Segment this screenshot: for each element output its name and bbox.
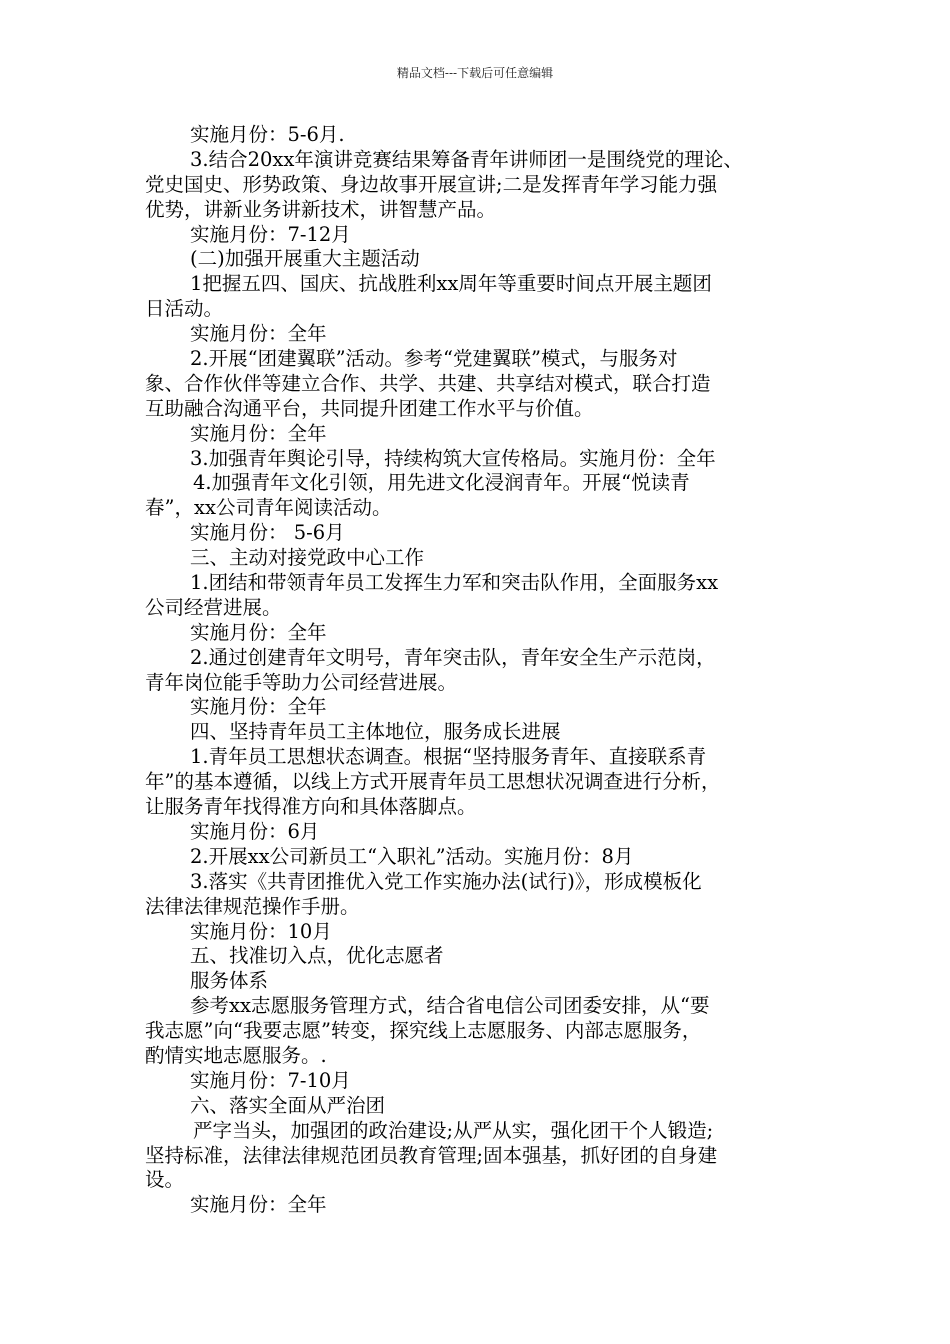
text-line: 1.青年员工思想状态调查。根据“坚持服务青年、直接联系青 (190, 745, 707, 769)
text-line: 严字当头，加强团的政治建设;从严从实，强化团干个人锻造; (193, 1118, 714, 1142)
text-line: 实施月份：7-12月 (190, 222, 351, 246)
text-line: 年”的基本遵循，以线上方式开展青年员工思想状况调查进行分析， (145, 770, 721, 794)
text-line: 实施月份：6月 (190, 819, 320, 843)
text-line: 实施月份：全年 (190, 421, 327, 445)
text-line: 春”，xx公司青年阅读活动。 (145, 496, 392, 520)
text-line: 四、坚持青年员工主体地位，服务成长进展 (190, 720, 561, 744)
text-line: 优势，讲新业务讲新技术，讲智慧产品。 (145, 197, 497, 221)
text-line: 酌情实地志愿服务。. (145, 1043, 327, 1067)
text-line: 五、找准切入点，优化志愿者 (190, 944, 444, 968)
page-header: 精品文档---下载后可任意编辑 (396, 66, 554, 80)
text-line: (二)加强开展重大主题活动 (190, 247, 420, 271)
text-line: 党史国史、形势政策、身边故事开展宣讲;二是发挥青年学习能力强 (145, 172, 718, 196)
text-line: 青年岗位能手等助力公司经营进展。 (145, 670, 458, 694)
text-line: 3.落实《共青团推优入党工作实施办法(试行)》，形成模板化 (190, 869, 702, 893)
text-line: 让服务青年找得准方向和具体落脚点。 (145, 795, 477, 819)
text-line: 2.通过创建青年文明号，青年突击队，青年安全生产示范岗， (190, 645, 716, 669)
text-line: 实施月份：全年 (190, 1193, 327, 1217)
text-line: 互助融合沟通平台，共同提升团建工作水平与价值。 (145, 396, 594, 420)
text-line: 服务体系 (190, 969, 269, 993)
text-line: 公司经营进展。 (145, 595, 282, 619)
text-line: 3.结合20xx年演讲竞赛结果筹备青年讲师团一是围绕党的理论、 (190, 147, 743, 171)
text-line: 法律法律规范操作手册。 (145, 894, 360, 918)
text-line: 参考xx志愿服务管理方式，结合省电信公司团委安排，从“要 (190, 994, 710, 1018)
text-line: 1.团结和带领青年员工发挥生力军和突击队作用，全面服务xx (190, 571, 719, 595)
text-line: 1把握五四、国庆、抗战胜利xx周年等重要时间点开展主题团 (190, 272, 712, 296)
text-line: 实施月份：全年 (190, 322, 327, 346)
text-line: 2.开展“团建翼联”活动。参考“党建翼联”模式，与服务对 (190, 347, 678, 371)
text-line: 我志愿”向“我要志愿”转变，探究线上志愿服务、内部志愿服务， (145, 1019, 702, 1043)
text-line: 象、合作伙伴等建立合作、共学、共建、共享结对模式，联合打造 (145, 371, 711, 395)
text-line: 实施月份：7-10月 (190, 1068, 351, 1092)
text-line: 坚持标准，法律法律规范团员教育管理;固本强基，抓好团的自身建 (145, 1143, 718, 1167)
text-line: 实施月份： 5-6月 (190, 521, 345, 545)
text-line: 实施月份：5-6月. (190, 123, 345, 146)
text-line: 4.加强青年文化引领，用先进文化浸润青年。开展“悦读青 (193, 471, 690, 495)
text-line: 实施月份：全年 (190, 695, 327, 719)
text-line: 日活动。 (145, 297, 224, 321)
text-line: 实施月份：10月 (190, 919, 332, 943)
text-line: 2.开展xx公司新员工“入职礼”活动。实施月份：8月 (190, 844, 634, 868)
text-line: 六、落实全面从严治团 (190, 1093, 386, 1117)
text-line: 实施月份：全年 (190, 620, 327, 644)
text-line: 设。 (145, 1168, 185, 1192)
text-line: 3.加强青年舆论引导，持续构筑大宣传格局。实施月份：全年 (190, 446, 716, 470)
document-body (145, 123, 815, 1218)
text-line: 三、主动对接党政中心工作 (190, 546, 425, 570)
